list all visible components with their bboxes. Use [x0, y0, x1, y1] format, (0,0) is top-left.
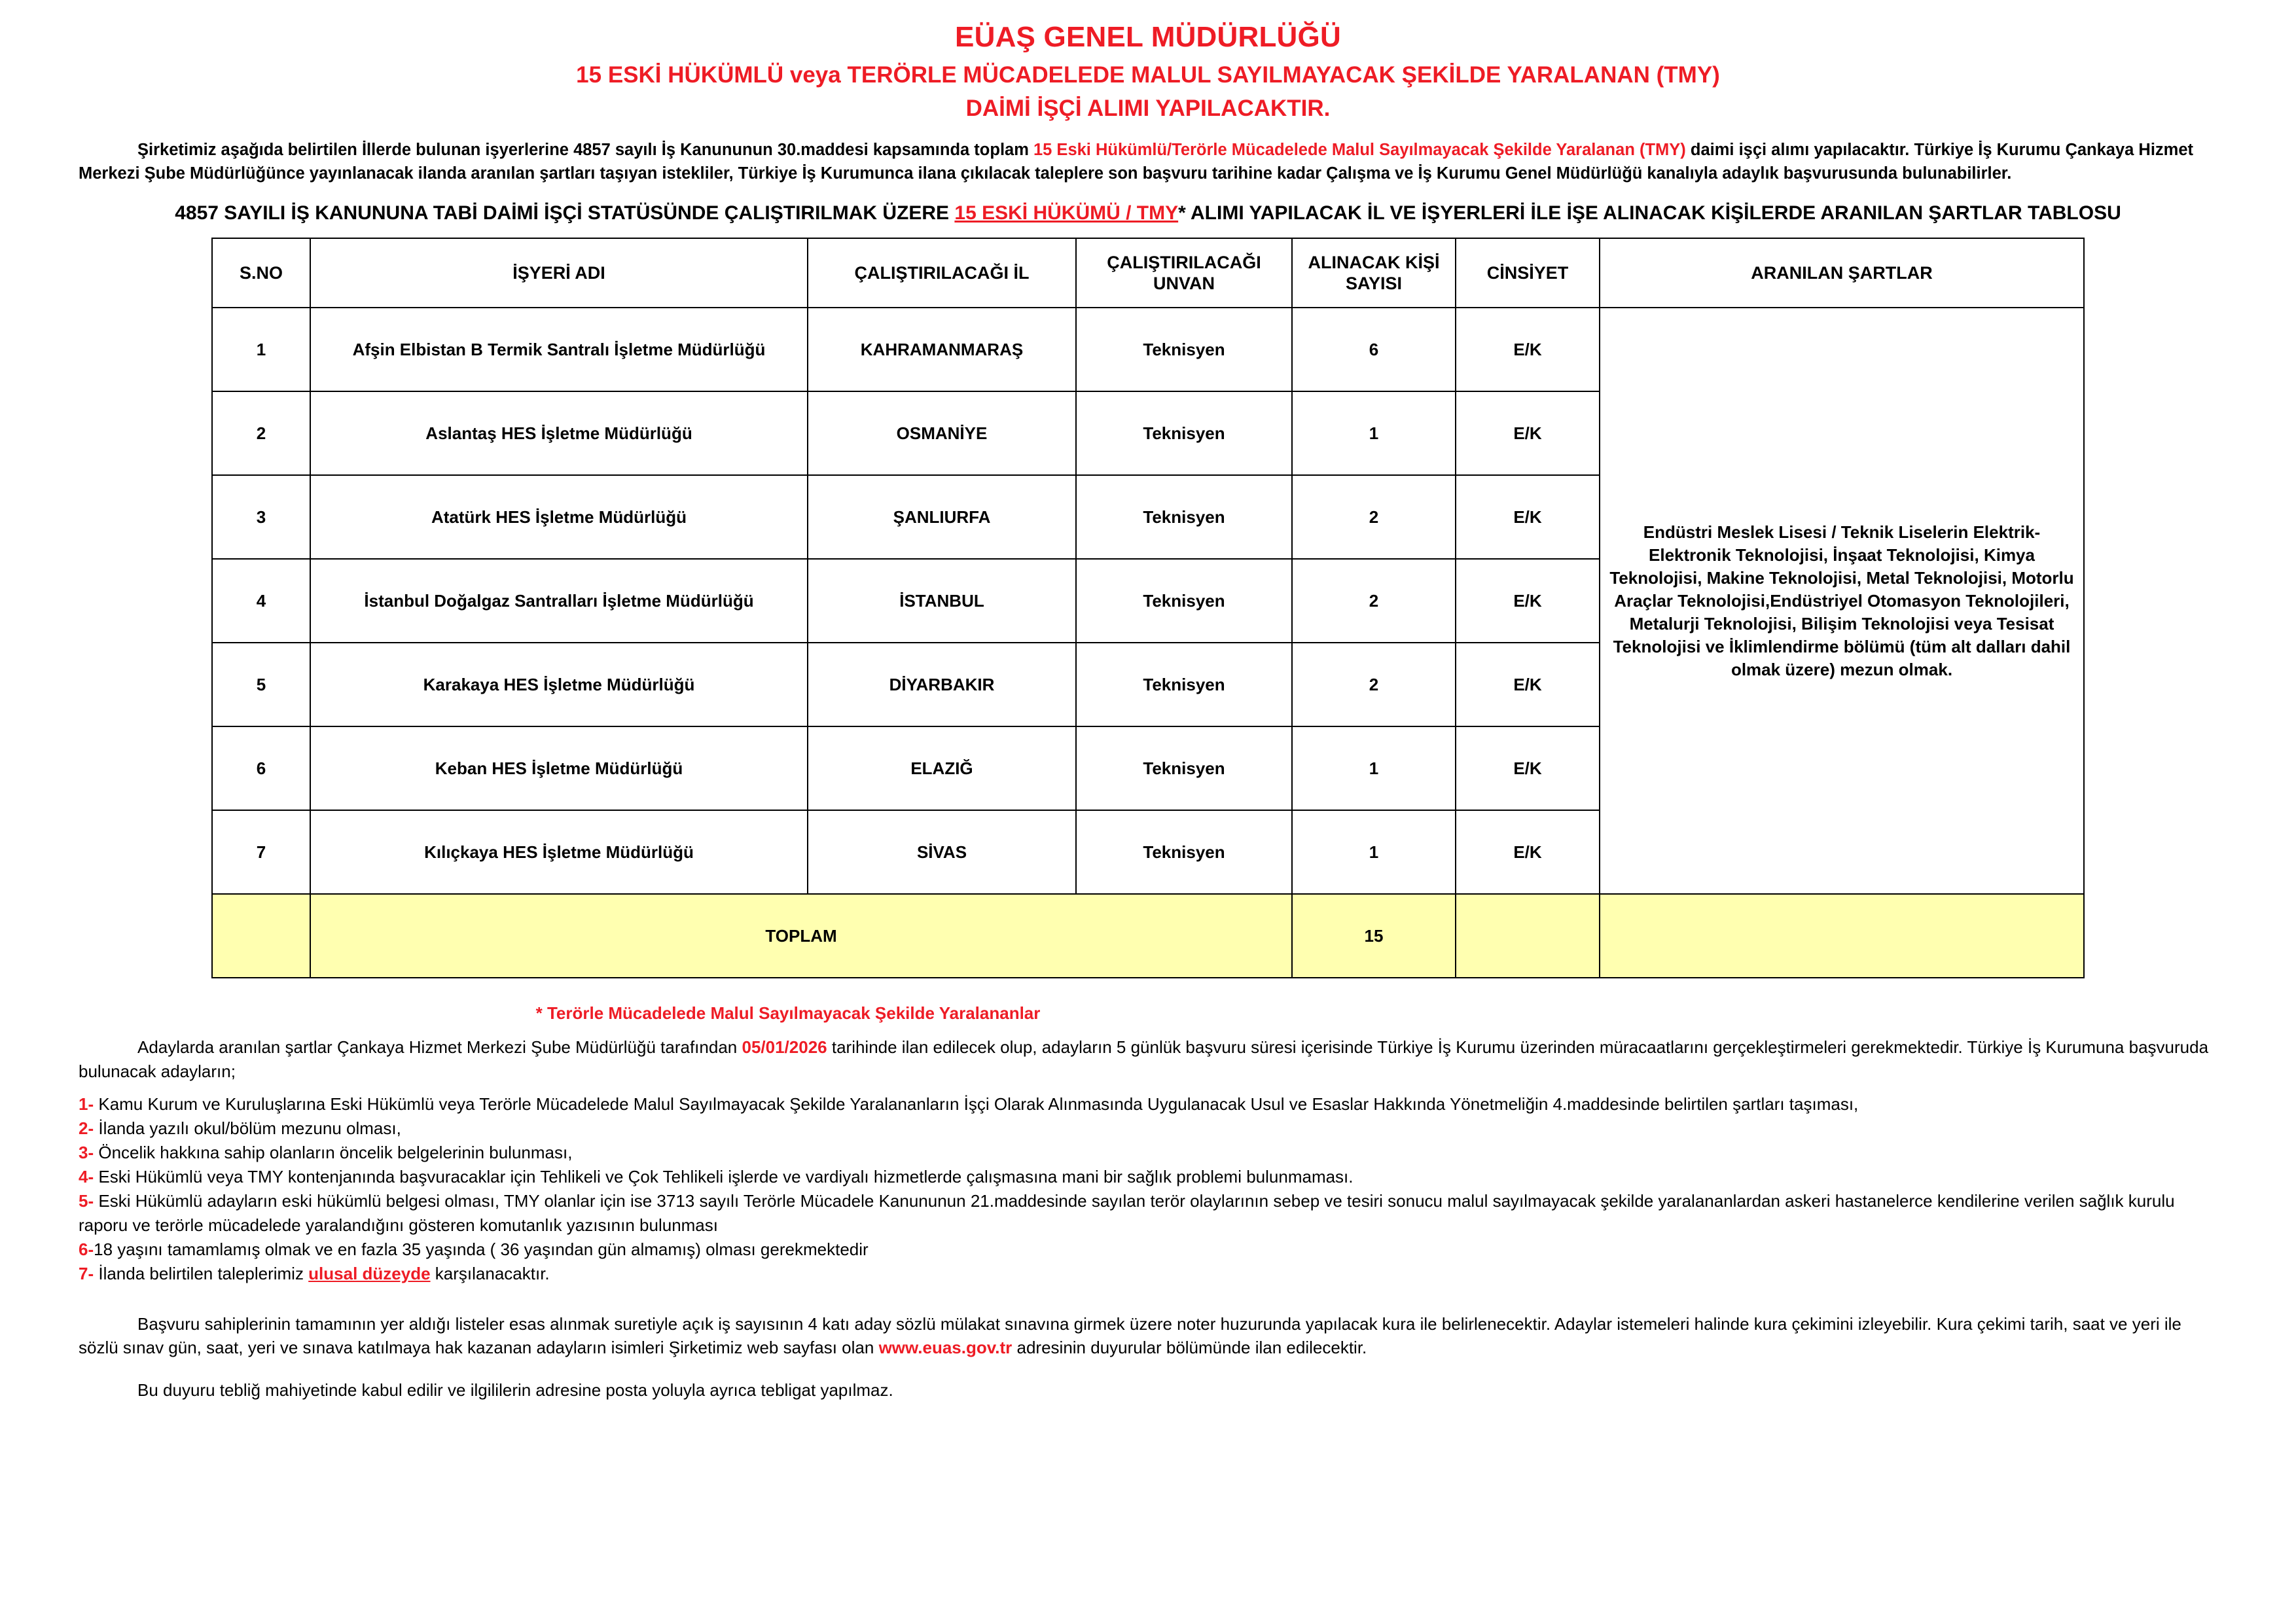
- cell-workplace: Atatürk HES İşletme Müdürlüğü: [310, 475, 808, 559]
- cell-province: ELAZIĞ: [808, 726, 1076, 810]
- list-item: [79, 1141, 2217, 1165]
- table-caption-post: * ALIMI YAPILACAK İL VE İŞYERLERİ İLE İŞE ALINACAK KİŞİLERDE ARANILAN ŞARTLAR TABLOSU: [1178, 202, 2121, 224]
- list-item: [79, 1262, 2217, 1286]
- organization-title: EÜAŞ GENEL MÜDÜRLÜĞÜ: [955, 21, 1341, 53]
- cell-count: 2: [1292, 475, 1456, 559]
- column-header-province: ÇALIŞTIRILACAĞI İL: [808, 238, 1076, 308]
- cell-gender: E/K: [1456, 643, 1600, 726]
- cell-sno: 3: [212, 475, 310, 559]
- website-link[interactable]: www.euas.gov.tr: [878, 1338, 1013, 1358]
- rule-number: 3-: [79, 1143, 94, 1163]
- table-header-row: [212, 238, 2084, 308]
- table-caption-pre: 4857 SAYILI İŞ KANUNUNA TABİ DAİMİ İŞÇİ STATÜSÜNDE ÇALIŞTIRILMAK ÜZERE: [175, 202, 955, 224]
- cell-workplace: Aslantaş HES İşletme Müdürlüğü: [310, 391, 808, 475]
- cell-count: 2: [1292, 559, 1456, 643]
- cell-province: DİYARBAKIR: [808, 643, 1076, 726]
- total-spacer-left: [212, 894, 310, 978]
- closing-section: [79, 1312, 2217, 1403]
- cell-title: Teknisyen: [1076, 643, 1292, 726]
- application-text-part2: tarihinde ilan edilecek olup, adayların 5 günlük başvuru süresi içerisinde Türkiye İş Kurumu üzerinden müracaatlarını gerçekleştirmeleri gerekmektedir. Türkiye İş Kurumuna başvuruda bulunacak adayların;: [79, 1037, 2209, 1081]
- rule-text-after: karşılanacaktır.: [430, 1263, 550, 1283]
- cell-count: 1: [1292, 726, 1456, 810]
- closing-paragraph-1: [79, 1312, 2217, 1361]
- cell-count: 1: [1292, 391, 1456, 475]
- cell-sno: 7: [212, 810, 310, 894]
- column-header-sno: S.NO: [212, 238, 310, 308]
- cell-count: 1: [1292, 810, 1456, 894]
- column-header-title: ÇALIŞTIRILACAĞI UNVAN: [1076, 238, 1292, 308]
- cell-requirements: Endüstri Meslek Lisesi / Teknik Liselerin Elektrik-Elektronik Teknolojisi, İnşaat Teknolojisi, Kimya Teknolojisi, Makine Teknolojisi, Metal Teknolojisi, Motorlu Araçlar Teknolojisi,Endüstriyel Otomasyon Teknolojileri, Metalurji Teknolojisi, Bilişim Teknolojisi veya Tesisat Teknolojisi ve İklimlendirme bölümü (tüm alt dalları dahil olmak üzere) mezun olmak.: [1600, 308, 2084, 894]
- cell-province: KAHRAMANMARAŞ: [808, 308, 1076, 391]
- intro-paragraph: [79, 138, 2217, 185]
- rule-underlined-term: ulusal düzeyde: [308, 1263, 431, 1283]
- announcement-subtitle-line1: 15 ESKİ HÜKÜMLÜ veya TERÖRLE MÜCADELEDE MALUL SAYILMAYACAK ŞEKİLDE YARALANAN (TMY): [576, 62, 1720, 88]
- cell-sno: 6: [212, 726, 310, 810]
- application-text-part1: Adaylarda aranılan şartlar Çankaya Hizmet Merkezi Şube Müdürlüğü tarafından: [137, 1037, 742, 1058]
- intro-highlight: 15 Eski Hükümlü/Terörle Mücadelede Malul Sayılmayacak Şekilde Yaralanan (TMY): [1033, 140, 1686, 159]
- footnote-tmy: * Terörle Mücadelede Malul Sayılmayacak Şekilde Yaralananlar: [535, 1003, 1041, 1024]
- column-header-requirements: ARANILAN ŞARTLAR: [1600, 238, 2084, 308]
- column-header-count: ALINACAK KİŞİ SAYISI: [1292, 238, 1456, 308]
- closing-text-b: adresinin duyurular bölümünde ilan edilecektir.: [1012, 1338, 1367, 1358]
- total-label: TOPLAM: [310, 894, 1292, 978]
- table-caption-highlight: 15 ESKİ HÜKÜMÜ / TMY: [954, 202, 1179, 224]
- list-item: [79, 1238, 2217, 1262]
- column-header-workplace: İŞYERİ ADI: [310, 238, 808, 308]
- total-spacer-right: [1456, 894, 1600, 978]
- rule-text: İlanda yazılı okul/bölüm mezunu olması,: [94, 1118, 401, 1139]
- cell-sno: 4: [212, 559, 310, 643]
- cell-gender: E/K: [1456, 391, 1600, 475]
- table-caption: [79, 201, 2217, 226]
- rule-text: Eski Hükümlü veya TMY kontenjanında başvuracaklar için Tehlikeli ve Çok Tehlikeli işlerde ve vardiyalı hizmetlerde çalışmasına mani bir sağlık problemi bulunmaması.: [94, 1166, 1354, 1186]
- cell-province: SİVAS: [808, 810, 1076, 894]
- table-body: [212, 308, 2084, 978]
- list-item: [79, 1189, 2217, 1238]
- cell-sno: 1: [212, 308, 310, 391]
- requirements-list: [79, 1092, 2217, 1285]
- cell-gender: E/K: [1456, 475, 1600, 559]
- intro-text-part2: daimi işçi alımı yapılacaktır. Türkiye İş Kurumu Çankaya Hizmet Merkezi Şube Müdürlüğünce yayınlanacak ilanda aranılan şartları taşıyan istekliler, Türkiye İş Kurumunca ilana çıkılacak taleplere son başvuru tarihine kadar Çalışma ve İş Kurumu Genel Müdürlüğü kanalıyla adaylık başvurusunda bulunabilirler.: [79, 140, 2194, 183]
- rule-text: Eski Hükümlü adayların eski hükümlü belgesi olması, TMY olanlar için ise 3713 sayılı Terörle Mücadele Kanununun 21.maddesinde sayılan terör olaylarının sebep ve tesiri sonucu malul sayılmayacak şekilde yaralananlardan askeri hastanelerce kendilerine verilen sağlık kurulu raporu ve terörle mücadelede yaralandığını gösteren komutanlık yazısının bulunması: [79, 1190, 2175, 1235]
- closing-text-a: Başvuru sahiplerinin tamamının yer aldığı listeler esas alınmak suretiyle açık iş sayısının 4 katı aday sözlü mülakat sınavına girmek üzere noter huzurunda yapılacak kura ile belirlenecektir. Adaylar istemeleri halinde kura çekimini izleyebilir. Kura çekimi tarih, saat ve yeri ile sözlü sınav gün, saat, yeri ve sınava katılmaya hak kazanan adayların isimleri Şirketimiz web sayfası olan: [79, 1313, 2181, 1358]
- application-paragraph: [79, 1035, 2217, 1083]
- rule-text: 18 yaşını tamamlamış olmak ve en fazla 35 yaşında ( 36 yaşından gün almamış) olması gerekmektedir: [94, 1239, 869, 1259]
- cell-workplace: Kılıçkaya HES İşletme Müdürlüğü: [310, 810, 808, 894]
- cell-count: 6: [1292, 308, 1456, 391]
- cell-title: Teknisyen: [1076, 391, 1292, 475]
- total-value: 15: [1292, 894, 1456, 978]
- rule-text: Öncelik hakkına sahip olanların öncelik belgelerinin bulunması,: [94, 1143, 573, 1163]
- cell-gender: E/K: [1456, 726, 1600, 810]
- positions-table: [211, 238, 2085, 978]
- rule-text: İlanda belirtilen taleplerimiz: [94, 1263, 309, 1283]
- closing-text-2: Bu duyuru tebliğ mahiyetinde kabul edilir ve ilgililerin adresine posta yoluyla ayrıca tebligat yapılmaz.: [137, 1380, 893, 1400]
- rule-number: 5-: [79, 1190, 94, 1211]
- closing-paragraph-2: [79, 1378, 2217, 1402]
- cell-gender: E/K: [1456, 308, 1600, 391]
- cell-workplace: İstanbul Doğalgaz Santralları İşletme Müdürlüğü: [310, 559, 808, 643]
- rule-number: 6-: [79, 1239, 94, 1259]
- cell-title: Teknisyen: [1076, 559, 1292, 643]
- cell-province: İSTANBUL: [808, 559, 1076, 643]
- document-header: [79, 20, 2217, 124]
- rule-number: 1-: [79, 1094, 94, 1115]
- cell-workplace: Karakaya HES İşletme Müdürlüğü: [310, 643, 808, 726]
- cell-title: Teknisyen: [1076, 308, 1292, 391]
- rule-number: 2-: [79, 1118, 94, 1139]
- list-item: [79, 1092, 2217, 1116]
- rule-text: Kamu Kurum ve Kuruluşlarına Eski Hükümlü veya Terörle Mücadelede Malul Sayılmayacak Şekilde Yaralananların İşçi Olarak Alınmasında Uygulanacak Usul ve Esaslar Hakkında Yönetmeliğin 4.maddesinde belirtilen şartları taşıması,: [94, 1094, 1859, 1115]
- list-item: [79, 1165, 2217, 1189]
- rule-number: 7-: [79, 1263, 94, 1283]
- cell-province: ŞANLIURFA: [808, 475, 1076, 559]
- cell-gender: E/K: [1456, 810, 1600, 894]
- table-total-row: [212, 894, 2084, 978]
- cell-title: Teknisyen: [1076, 475, 1292, 559]
- total-spacer-requirements: [1600, 894, 2084, 978]
- rule-number: 4-: [79, 1166, 94, 1186]
- cell-title: Teknisyen: [1076, 810, 1292, 894]
- cell-gender: E/K: [1456, 559, 1600, 643]
- cell-sno: 2: [212, 391, 310, 475]
- table-header: [212, 238, 2084, 308]
- intro-text-part1: Şirketimiz aşağıda belirtilen İllerde bulunan işyerlerine 4857 sayılı İş Kanununun 30.maddesi kapsamında toplam: [137, 140, 1033, 159]
- cell-province: OSMANİYE: [808, 391, 1076, 475]
- cell-workplace: Keban HES İşletme Müdürlüğü: [310, 726, 808, 810]
- column-header-gender: CİNSİYET: [1456, 238, 1600, 308]
- cell-workplace: Afşin Elbistan B Termik Santralı İşletme Müdürlüğü: [310, 308, 808, 391]
- cell-title: Teknisyen: [1076, 726, 1292, 810]
- cell-count: 2: [1292, 643, 1456, 726]
- table-row: [212, 308, 2084, 391]
- list-item: [79, 1116, 2217, 1141]
- application-date: 05/01/2026: [742, 1037, 827, 1058]
- cell-sno: 5: [212, 643, 310, 726]
- announcement-subtitle-line2: DAİMİ İŞÇİ ALIMI YAPILACAKTIR.: [965, 96, 1331, 122]
